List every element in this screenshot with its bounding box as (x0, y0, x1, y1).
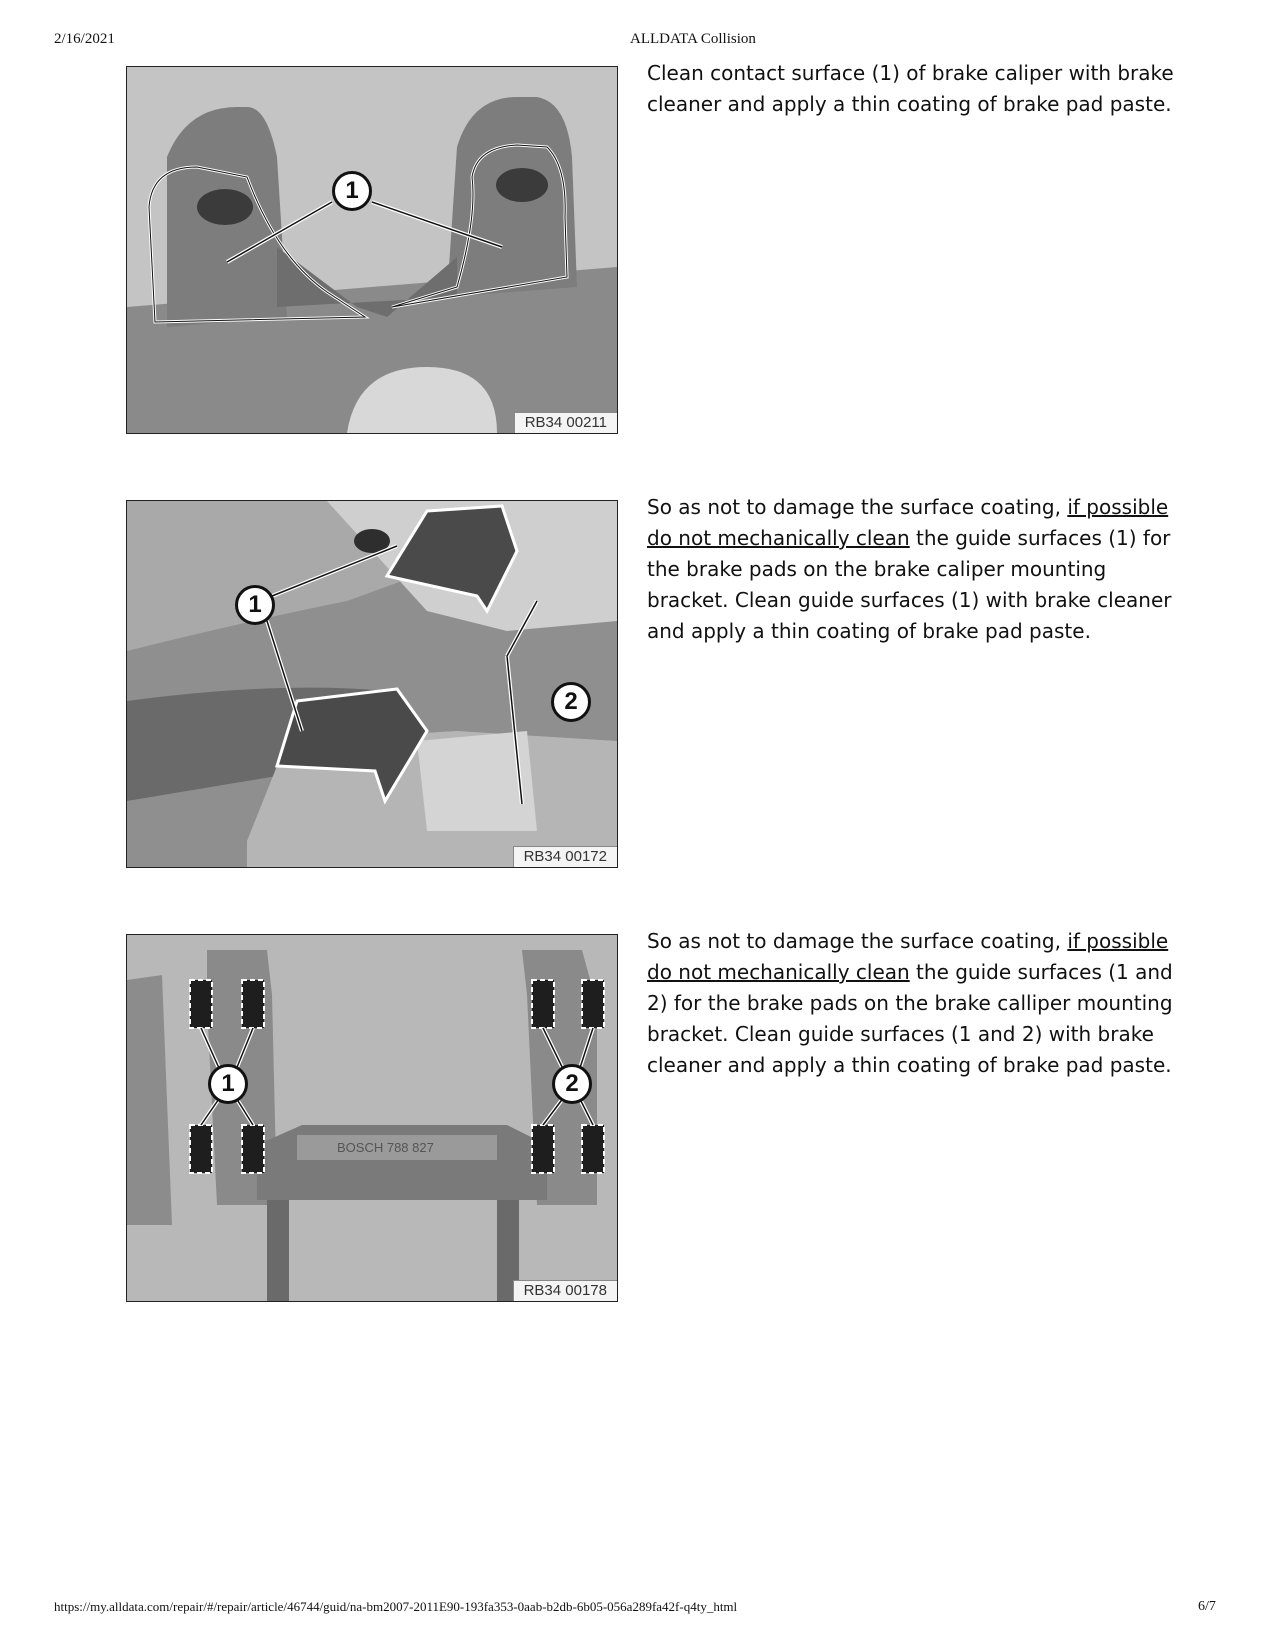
figure-mounting-bracket-guide-surfaces (126, 500, 618, 868)
document-title: ALLDATA Collision (630, 31, 756, 47)
figure-code: RB34 00211 (514, 412, 617, 433)
instruction-text: So as not to damage the surface coating, (647, 929, 1068, 953)
caliper-illustration (127, 67, 617, 433)
instruction-text: the guide surfaces (1 and 2) for the brake pads on the brake calliper mounting bracket. Clean guide surfaces (1 and 2) with brake cleaner and apply a thin coating of brake pad paste. (647, 960, 1173, 1077)
figure-code: RB34 00172 (513, 846, 617, 867)
page-number: 6/7 (1198, 1599, 1216, 1614)
figure-mounting-bracket-guide-surfaces-1-2 (126, 934, 618, 1302)
page-url: https://my.alldata.com/repair/#/repair/article/46744/guid/na-bm2007-2011E90-193fa353-0aab-b2db-6b05-056a289fa42f-q4ty_html (54, 1599, 738, 1614)
step-1-instruction: Clean contact surface (1) of brake caliper with brake cleaner and apply a thin coating of brake pad paste. (647, 61, 1174, 116)
callout-1: 1 (208, 1064, 248, 1104)
step-3-instruction (647, 926, 1187, 1081)
figure-caliper-contact-surface (126, 66, 618, 434)
bracket-front-illustration (127, 935, 617, 1301)
step-2-instruction (647, 492, 1187, 647)
print-date: 2/16/2021 (54, 31, 115, 47)
instruction-text: the guide surfaces (1) for the brake pads on the brake caliper mounting bracket. Clean guide surfaces (1) with brake cleaner and apply a thin coating of brake pad paste. (647, 526, 1172, 643)
callout-1: 1 (235, 585, 275, 625)
bracket-stamp: BOSCH 788 827 (337, 1140, 434, 1155)
instruction-text: So as not to damage the surface coating, (647, 495, 1068, 519)
caution-note: if possible do not mechanically clean (647, 495, 1169, 550)
callout-2: 2 (551, 682, 591, 722)
bracket-illustration (127, 501, 617, 867)
figure-code: RB34 00178 (513, 1280, 617, 1301)
caution-note: if possible do not mechanically clean (647, 929, 1169, 984)
callout-2: 2 (552, 1064, 592, 1104)
callout-1: 1 (332, 171, 372, 211)
